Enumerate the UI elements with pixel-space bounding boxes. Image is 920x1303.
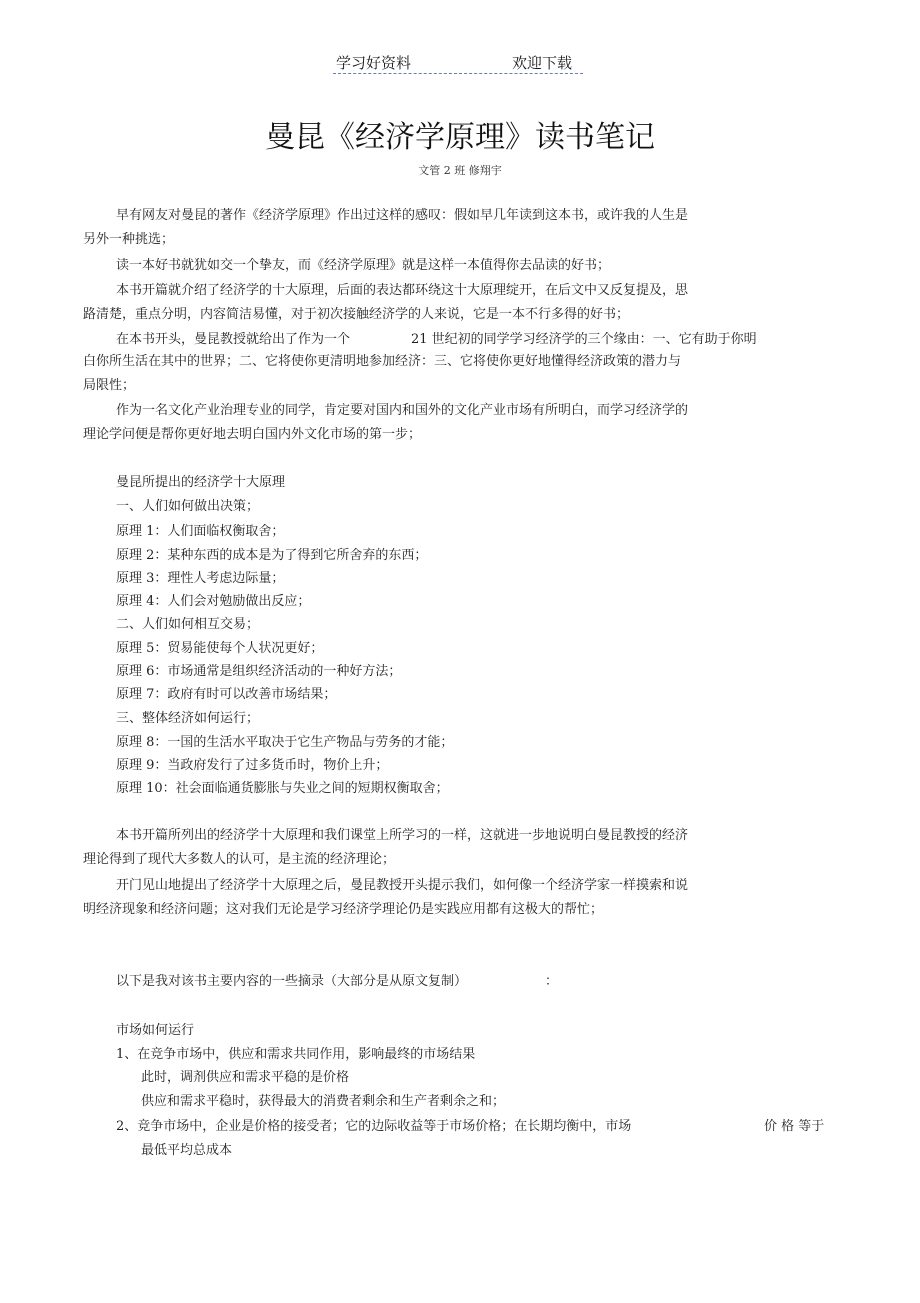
principle-2: 原理 2：某种东西的成本是为了得到它所舍弃的东西； — [116, 548, 428, 563]
after-p1-line1: 本书开篇所列出的经济学十大原理和我们课堂上所学习的一样，这就进一步地说明白曼昆教授的经济 — [116, 828, 689, 843]
header-divider — [333, 73, 583, 74]
intro-p5-line1: 作为一名文化产业治理专业的同学，肯定要对国内和国外的文化产业市场有所明白，而学习经济学的 — [116, 403, 689, 418]
intro-p2-line1: 读一本好书就犹如交一个挚友，而《经济学原理》就是这样一本值得你去品读的好书； — [116, 258, 611, 273]
header-left: 学习好资料 — [336, 54, 412, 72]
after-p2-line1: 开门见山地提出了经济学十大原理之后，曼昆教授开头提示我们，如何像一个经济学家一样摸索和说 — [116, 878, 689, 893]
intro-p4-line1a: 在本书开头，曼昆教授就给出了作为一个 — [116, 332, 351, 347]
intro-p3-line1: 本书开篇就介绍了经济学的十大原理，后面的表达都环绕这十大原理绽开，在后文中又反复提及，思 — [116, 283, 689, 298]
author-line: 文管 2 班 修翔宇 — [418, 164, 502, 177]
after-p1-line2: 理论得到了现代大多数人的认可，是主流的经济理论； — [83, 852, 396, 867]
principle-9: 原理 9：当政府发行了过多货币时，物价上升； — [116, 758, 389, 773]
excerpt-intro: 以下是我对该书主要内容的一些摘录（大部分是从原文复制） — [116, 974, 468, 989]
principle-4: 原理 4：人们会对勉励做出反应； — [116, 594, 311, 609]
intro-p1-line1: 早有网友对曼昆的著作《经济学原理》作出过这样的感叹：假如早几年读到这本书，或许我的人生是 — [116, 208, 689, 223]
intro-p4-line2: 白你所生活在其中的世界；二、它将使你更清明地参加经济：三、它将使你更好地懂得经济政策的潜力与 — [83, 354, 682, 369]
intro-p4-line1b: 21 世纪初的同学学习经济学的三个缘由：一、它有助于你明 — [411, 332, 757, 347]
excerpt-item-1: 1、在竞争市场中，供应和需求共同作用，影响最终的市场结果 — [116, 1047, 476, 1062]
excerpt-heading: 市场如何运行 — [116, 1023, 195, 1038]
principles-group-1: 一、人们如何做出决策； — [116, 499, 260, 514]
principle-3: 原理 3：理性人考虑边际量； — [116, 571, 285, 586]
principle-6: 原理 6：市场通常是组织经济活动的一种好方法； — [116, 664, 402, 679]
excerpt-item-2-line2: 最低平均总成本 — [141, 1143, 233, 1158]
excerpt-item-2-line1: 2、竞争市场中，企业是价格的接受者；它的边际收益等于市场价格；在长期均衡中，市场 — [116, 1119, 632, 1134]
header-right: 欢迎下载 — [512, 54, 573, 72]
principles-heading: 曼昆所提出的经济学十大原理 — [116, 475, 286, 490]
excerpt-item-1-sub-a: 此时，调剂供应和需求平稳的是价格 — [141, 1070, 350, 1085]
intro-p1-line2: 另外一种挑选； — [83, 232, 175, 247]
principles-group-2: 二、人们如何相互交易； — [116, 617, 260, 632]
intro-p5-line2: 理论学问便是帮你更好地去明白国内外文化市场的第一步； — [83, 427, 422, 442]
intro-p3-line2: 路清楚，重点分明，内容简洁易懂，对于初次接触经济学的人来说，它是一本不行多得的好书； — [83, 307, 630, 322]
principle-7: 原理 7：政府有时可以改善市场结果； — [116, 687, 337, 702]
excerpt-intro-colon: ： — [545, 974, 559, 989]
principle-1: 原理 1：人们面临权衡取舍； — [116, 524, 285, 539]
principle-8: 原理 8：一国的生活水平取决于它生产物品与劳务的才能； — [116, 735, 454, 750]
principle-5: 原理 5：贸易能使每个人状况更好； — [116, 641, 324, 656]
principle-10: 原理 10：社会面临通货膨胀与失业之间的短期权衡取舍； — [116, 781, 449, 796]
after-p2-line2: 明经济现象和经济问题；这对我们无论是学习经济学理论仍是实践应用都有这极大的帮忙； — [83, 902, 604, 917]
excerpt-item-2-tail: 价 格 等于 — [764, 1119, 825, 1134]
document-title: 曼昆《经济学原理》读书笔记 — [265, 120, 655, 155]
principles-group-3: 三、整体经济如何运行； — [116, 711, 260, 726]
excerpt-item-1-sub-b: 供应和需求平稳时，获得最大的消费者剩余和生产者剩余之和； — [141, 1094, 506, 1109]
intro-p4-line3: 局限性； — [83, 378, 136, 393]
